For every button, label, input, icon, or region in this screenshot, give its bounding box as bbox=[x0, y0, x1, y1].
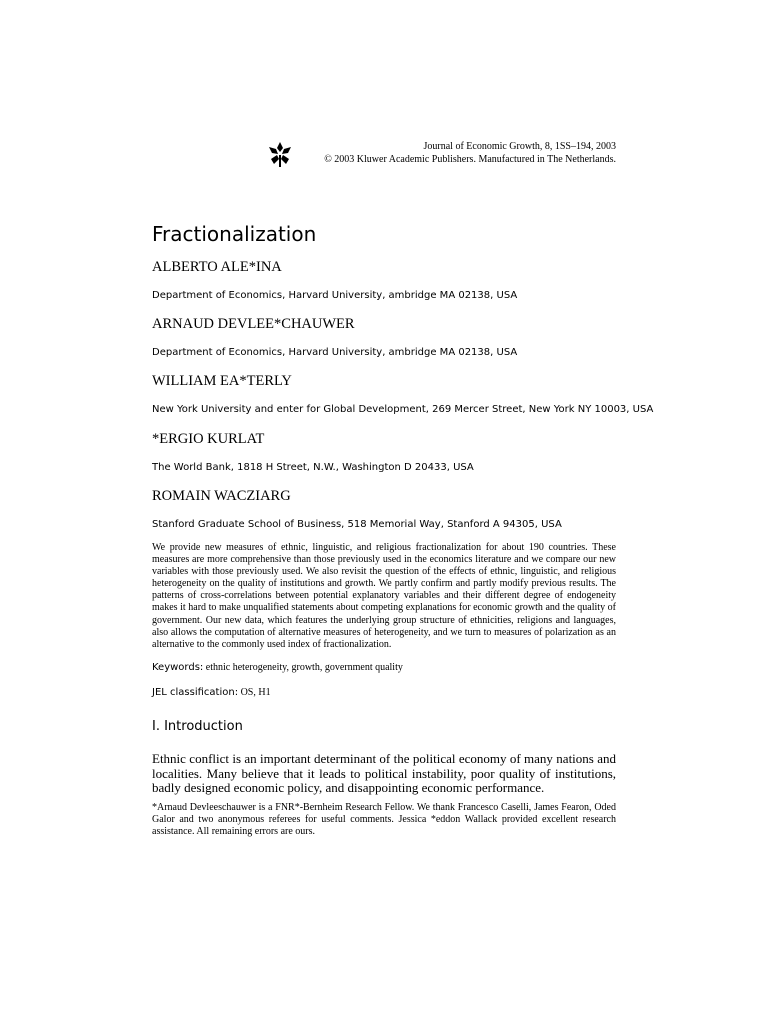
author-block bbox=[152, 431, 474, 473]
author-name: ROMAIN WACZIARG bbox=[152, 488, 291, 504]
copyright-line: © 2003 Kluwer Academic Publishers. Manufactured in The Netherlands. bbox=[324, 153, 616, 165]
abstract: We provide new measures of ethnic, linguistic, and religious fractionalization for about 190 countries. These measures are more comprehensive than those previously used in the economics literature and we compare our new variables with those previously used. We also revisit the question of the effects of ethnic, linguistic, and religious heterogeneity on the quality of institutions and growth. We partly confirm and partly modify previous results. The patterns of cross-correlations between potential explanatory variables and their different degree of endogeneity makes it hard to make unqualified statements about competing explanations for economic growth and the quality of government. Our new data, which features the underlying group structure of ethnicities, religions and languages, also allows the computation of alternative measures of heterogeneity, and we turn to measures of polarization as an alternative to the commonly used index of fractionalization. bbox=[152, 542, 616, 650]
author-affiliation: Department of Economics, Harvard University, ambridge MA 02138, USA bbox=[152, 347, 518, 358]
author-block bbox=[152, 259, 517, 301]
author-affiliation: The World Bank, 1818 H Street, N.W., Washington D 20433, USA bbox=[152, 462, 474, 473]
author-affiliation: Department of Economics, Harvard University, ambridge MA 02138, USA bbox=[152, 290, 518, 301]
author-name: ARNAUD DEVLEE*CHAUWER bbox=[152, 316, 355, 332]
journal-header bbox=[286, 141, 616, 166]
jel-label: JEL classification: bbox=[152, 687, 239, 698]
journal-citation: Journal of Economic Growth, 8, 1SS–194, 2003 bbox=[423, 141, 616, 152]
section-heading: I. Introduction bbox=[152, 719, 243, 734]
keywords-label: Keywords: bbox=[152, 662, 204, 673]
jel-value: OS, H1 bbox=[240, 687, 271, 698]
author-name: ALBERTO ALE*INA bbox=[152, 259, 282, 275]
intro-paragraph: Ethnic conflict is an important determinant of the political economy of many nations and localities. Many believe that it leads to political instability, poor quality of institutions, badly designed economic policy, and disappointing economic performance. bbox=[152, 751, 616, 795]
author-name: *ERGIO KURLAT bbox=[152, 431, 265, 447]
author-block bbox=[152, 373, 653, 415]
jel-line bbox=[152, 687, 271, 698]
author-block bbox=[152, 316, 517, 358]
footnote: *Arnaud Devleeschauwer is a FNR*-Bernheim Research Fellow. We thank Francesco Caselli, James Fearon, Oded Galor and two anonymous referees for useful comments. Jessica *eddon Wallack provided excellent research assistance. All remaining errors are ours. bbox=[152, 802, 616, 837]
keywords-value: ethnic heterogeneity, growth, government quality bbox=[205, 662, 403, 673]
author-block bbox=[152, 488, 562, 530]
paper-page bbox=[152, 0, 654, 1024]
keywords-line bbox=[152, 662, 403, 673]
author-affiliation: Stanford Graduate School of Business, 518 Memorial Way, Stanford A 94305, USA bbox=[152, 519, 562, 530]
author-name: WILLIAM EA*TERLY bbox=[152, 373, 292, 389]
author-affiliation: New York University and enter for Global Development, 269 Mercer Street, New York NY 10003, USA bbox=[152, 404, 654, 415]
paper-title: Fractionalization bbox=[152, 222, 317, 246]
